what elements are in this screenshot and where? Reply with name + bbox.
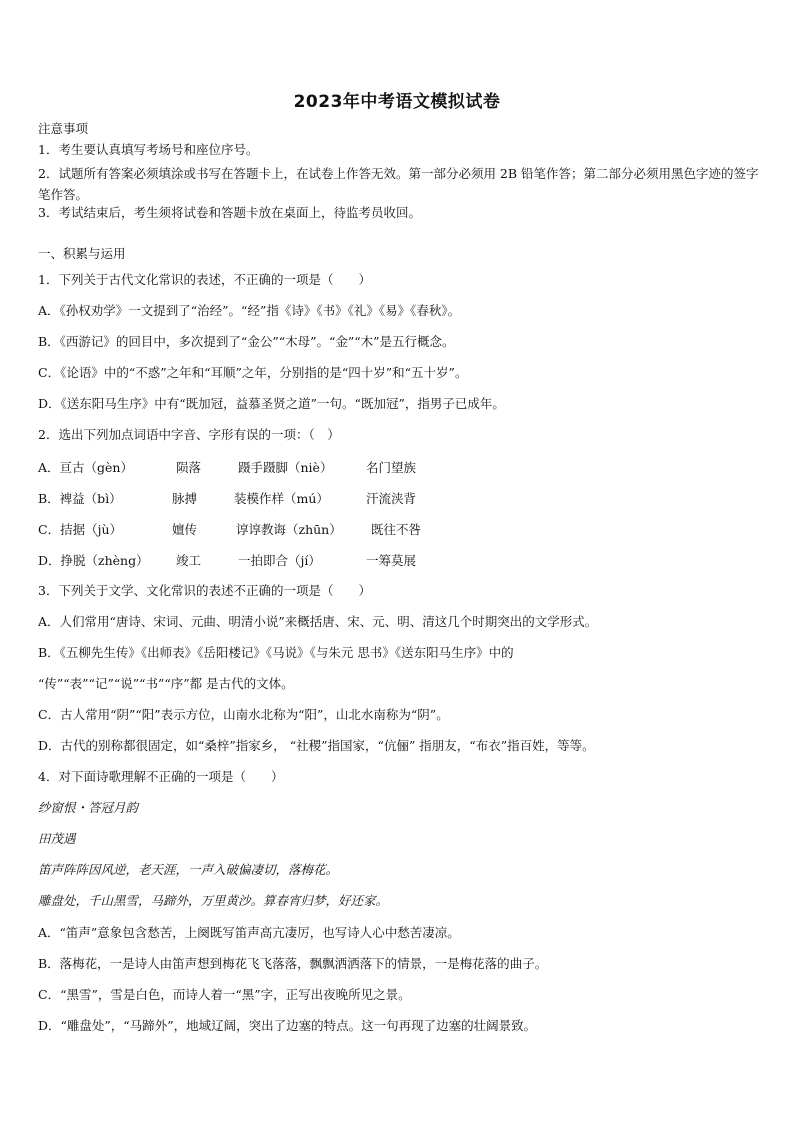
q4-option-d: D．“雕盘处”，“马蹄外”，地域辽阔，突出了边塞的特点。这一句再现了边塞的壮阔景致。 [38,1018,537,1033]
q2-cell: 汗流浃背 [366,491,417,506]
q2-cell: 一拍即合（jí） [238,553,321,568]
q2-cell: 陨落 [176,460,202,475]
q1-option-a: A．《孙权劝学》一文提到了“治经”。“经”指《诗》《书》《礼》《易》《春秋》。 [38,303,461,318]
q2-cell: 既往不咎 [371,522,422,537]
poem-title: 纱窗恨・答冠月韵 [38,800,139,815]
q2-cell: 竣工 [176,553,202,568]
q3-stem: 3．下列关于文学、文化常识的表述不正确的一项是（ ） [38,583,371,598]
q4-option-a: A．“笛声”意象包含愁苦，上阕既写笛声高亢凄厉，也写诗人心中愁苦凄凉。 [38,925,460,940]
q4-stem: 4．对下面诗歌理解不正确的一项是（ ） [38,769,284,784]
q2-cell: D．挣脱（zhèng） [38,553,149,568]
q3-option-a: A．人们常用“唐诗、宋词、元曲、明清小说”来概括唐、宋、元、明、清这几个时期突出的文学形式。 [38,614,598,629]
q4-option-c: C．“黑雪”，雪是白色，而诗人着一“黑”字，正写出夜晚所见之景。 [38,987,411,1002]
q3-option-b-cont: “传”“表”“记”“说”“书”“序”都 是古代的文体。 [38,676,294,691]
q1-option-b: B．《西游记》的回目中，多次提到了“金公”“木母”。“金”“木”是五行概念。 [38,334,455,349]
poem-line-2: 雕盘处，千山黑雪，马蹄外，万里黄沙。算春宵归梦，好还家。 [38,893,389,908]
poem-line-1: 笛声阵阵因风逆，老天涯，一声入破偏凄切，落梅花。 [38,862,339,877]
q1-option-d: D．《送东阳马生序》中有“既加冠，益慕圣贤之道”一句。“既加冠”，指男子已成年。 [38,396,505,411]
q2-cell: 蹑手蹑脚（niè） [238,460,333,475]
poem-author: 田茂遇 [38,831,76,846]
q2-cell: 一筹莫展 [366,553,417,568]
q4-option-b: B．落梅花，一是诗人由笛声想到梅花飞飞落落，飘飘洒洒落下的情景，一是梅花落的曲子。 [38,956,548,971]
q2-cell: A．亘古（gèn） [38,460,133,475]
q3-option-b: B．《五柳先生传》《出师表》《岳阳楼记》《马说》《与朱元 思书》《送东阳马生序》中的 [38,645,514,660]
q2-cell: C．拮据（jù） [38,522,122,537]
q2-cell: 谆谆教诲（zhūn） [236,522,342,537]
notice-item-2: 2．试题所有答案必须填涂或书写在答题卡上，在试卷上作答无效。第一部分必须用 2B 铅笔作答；第二部分必须用黑色字迹的签字笔作答。 [38,166,759,202]
q2-cell: 装模作样（mú） [234,491,329,506]
section-heading: 一、积累与运用 [38,246,126,261]
q1-option-c: C．《论语》中的“不惑”之年和“耳顺”之年，分别指的是“四十岁”和“五十岁”。 [38,365,468,380]
q1-stem: 1．下列关于古代文化常识的表述，不正确的一项是（ ） [38,272,371,287]
q2-cell: 嬗传 [172,522,198,537]
q2-stem: 2．选出下列加点词语中字音、字形有误的一项：（ ） [38,427,340,442]
q3-option-d: D．古代的别称都很固定，如“桑梓”指家乡， “社稷”指国家，“伉俪” 指朋友，“布衣”指百姓，等等。 [38,738,595,753]
q2-cell: 名门望族 [366,460,417,475]
notice-item-3: 3．考试结束后，考生须将试卷和答题卡放在桌面上，待监考员收回。 [38,205,421,220]
q3-option-c: C．古人常用“阴”“阳”表示方位，山南水北称为“阳”，山北水南称为“阴”。 [38,707,449,722]
notice-heading: 注意事项 [38,121,89,136]
page-title: 2023年中考语文模拟试卷 [293,92,501,112]
notice-item-1: 1．考生要认真填写考场号和座位序号。 [38,142,259,157]
q2-cell: 脉搏 [172,491,198,506]
q2-cell: B．裨益（bì） [38,491,122,506]
